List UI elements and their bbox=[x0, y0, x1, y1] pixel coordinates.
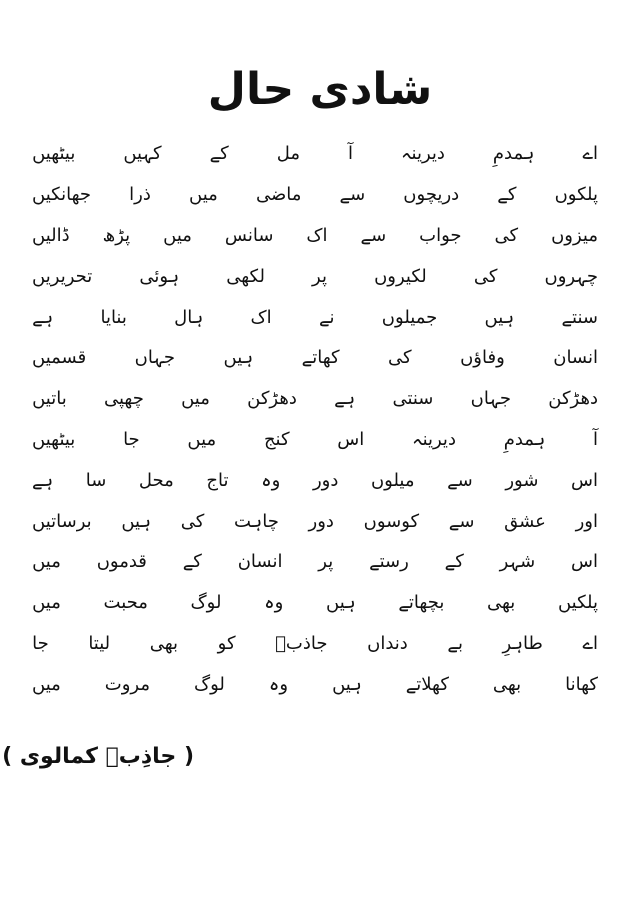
poem-word: مل bbox=[276, 143, 300, 165]
poem-word: اس bbox=[571, 469, 598, 491]
poem-line bbox=[32, 216, 598, 257]
poem-word: لیتا bbox=[88, 632, 111, 654]
poem-word: جا bbox=[123, 428, 140, 450]
poem-word: کی bbox=[180, 510, 205, 532]
poem-word: دھڑکن bbox=[548, 388, 598, 410]
poem-word: میں bbox=[189, 184, 218, 206]
poem-word: کھلاتے bbox=[405, 673, 449, 695]
poem-word: برساتیں bbox=[32, 510, 92, 532]
poem-word: کوسوں bbox=[363, 510, 420, 532]
poem-word: تحریریں bbox=[32, 265, 93, 287]
poem-word: کھانا bbox=[565, 673, 598, 695]
poem-word: کی bbox=[473, 265, 498, 287]
poem-word: لکیروں bbox=[374, 265, 427, 287]
poem-word: سنتے bbox=[561, 306, 598, 328]
poem-word: میں bbox=[181, 388, 210, 410]
poem-word: میں bbox=[187, 428, 217, 450]
poem-word: نے bbox=[318, 306, 335, 328]
poem-word: ڈالیں bbox=[32, 224, 70, 246]
poem-line bbox=[32, 297, 598, 338]
poem-word: انسان bbox=[237, 551, 283, 573]
poem-word: ہیں bbox=[484, 306, 515, 328]
poem-word: عشق bbox=[504, 510, 546, 532]
poem-line bbox=[32, 175, 598, 216]
poem-word: ہے bbox=[32, 306, 54, 328]
poem-word: ہیں bbox=[326, 592, 356, 614]
poem-word: جواب bbox=[419, 224, 462, 246]
poem-word: میں bbox=[163, 224, 192, 246]
poem-word: میں bbox=[32, 592, 61, 614]
poem-line bbox=[32, 420, 598, 461]
poem-word: بے bbox=[447, 632, 463, 654]
poem-word: ہال bbox=[174, 306, 204, 328]
poem-word: ہیں bbox=[223, 347, 254, 369]
poem-word: اک bbox=[250, 306, 272, 328]
poem-word: کی bbox=[494, 224, 519, 246]
poem-word: تاج bbox=[206, 469, 229, 491]
poem-word: دھڑکن bbox=[247, 388, 297, 410]
poem-word: پر bbox=[318, 551, 334, 573]
poem-word: چہروں bbox=[544, 265, 598, 287]
poem-word: کنج bbox=[263, 428, 290, 450]
poem-line bbox=[32, 624, 598, 665]
poem-word: بیٹھیں bbox=[32, 428, 76, 450]
poem-word: مروت bbox=[104, 673, 150, 695]
poem-word: سا bbox=[85, 469, 107, 491]
poem-word: جہاں bbox=[470, 388, 512, 410]
poem-word: کے bbox=[182, 551, 202, 573]
poem-word: کہیں bbox=[123, 143, 162, 165]
poem-word: شہر bbox=[499, 551, 536, 573]
poem-word: انسان bbox=[553, 347, 598, 369]
poem-word: ہمدمِ bbox=[492, 143, 535, 165]
poem-word: دور bbox=[308, 510, 334, 532]
poem-word: پر bbox=[312, 265, 327, 287]
poet-signature: ( جاذِبؔ کمالوی ) bbox=[2, 744, 194, 769]
poem-word: چاہت bbox=[234, 510, 279, 532]
poem-line bbox=[32, 256, 598, 297]
poem-word: پلکیں bbox=[557, 592, 598, 614]
poem-word: بیٹھیں bbox=[32, 143, 76, 165]
poem-word: کھاتے bbox=[301, 347, 340, 369]
poem-word: سنتی bbox=[392, 388, 434, 410]
poem-word: قسمیں bbox=[32, 347, 87, 369]
poem-word: کو bbox=[217, 632, 236, 654]
poem-line bbox=[32, 338, 598, 379]
poem-word: کے bbox=[444, 551, 464, 573]
poem-word: چھپی bbox=[103, 388, 144, 410]
poem-word: میلوں bbox=[370, 469, 415, 491]
poem-word: بھی bbox=[492, 673, 522, 695]
poem-word: ذرا bbox=[129, 184, 151, 206]
poem-word: آ bbox=[347, 143, 353, 165]
poem-body bbox=[32, 134, 598, 705]
poem-line bbox=[32, 379, 598, 420]
poem-title: شادی حال bbox=[207, 64, 433, 115]
poem-word: کے bbox=[209, 143, 229, 165]
poem-word: میں bbox=[32, 673, 61, 695]
poem-word: پلکوں bbox=[554, 184, 598, 206]
poem-word: اس bbox=[337, 428, 365, 450]
poem-line bbox=[32, 501, 598, 542]
poem-word: میزوں bbox=[551, 224, 598, 246]
poem-word: ہمدمِ bbox=[503, 428, 546, 450]
poem-word: آ bbox=[592, 428, 598, 450]
poem-line bbox=[32, 460, 598, 501]
poem-word: ہوئی bbox=[139, 265, 180, 287]
poem-word: ہے bbox=[32, 469, 54, 491]
poem-word: اے bbox=[582, 632, 598, 654]
poem-word: بنایا bbox=[100, 306, 127, 328]
poem-word: کے bbox=[497, 184, 517, 206]
poem-word: جا bbox=[32, 632, 49, 654]
poem-word: ہے bbox=[334, 388, 356, 410]
poem-word: وہ bbox=[264, 592, 284, 614]
poem-word: اس bbox=[571, 551, 598, 573]
poem-word: سانس bbox=[224, 224, 274, 246]
poem-word: بچھاتے bbox=[398, 592, 445, 614]
poem-word: وفاؤں bbox=[460, 347, 505, 369]
poem-line bbox=[32, 583, 598, 624]
poem-word: محل bbox=[138, 469, 174, 491]
poem-word: جاذبؔ bbox=[275, 632, 328, 654]
poem-word: جمیلوں bbox=[381, 306, 438, 328]
poem-word: وہ bbox=[268, 673, 289, 695]
poem-line bbox=[32, 664, 598, 705]
poem-word: دور bbox=[312, 469, 339, 491]
poem-word: محبت bbox=[103, 592, 148, 614]
poem-word: شور bbox=[505, 469, 539, 491]
poem-word: دنداں bbox=[367, 632, 408, 654]
poem-word: سے bbox=[448, 510, 475, 532]
poem-word: کی bbox=[388, 347, 412, 369]
poem-word: سے bbox=[339, 184, 366, 206]
poem-word: طاہرِ bbox=[502, 632, 543, 654]
poem-word: قدموں bbox=[96, 551, 147, 573]
poem-word: ماضی bbox=[255, 184, 302, 206]
poem-word: لوگ bbox=[193, 673, 225, 695]
poem-word: اور bbox=[575, 510, 598, 532]
poem-word: وہ bbox=[261, 469, 281, 491]
poem-word: اک bbox=[306, 224, 328, 246]
poem-word: سے bbox=[447, 469, 473, 491]
poem-word: دیرینہ bbox=[400, 143, 445, 165]
poem-word: باتیں bbox=[32, 388, 67, 410]
poem-word: میں bbox=[32, 551, 61, 573]
poem-line bbox=[32, 542, 598, 583]
poem-word: ہیں bbox=[332, 673, 362, 695]
poem-word: بھی bbox=[149, 632, 179, 654]
poem-word: رستے bbox=[369, 551, 409, 573]
poem-word: جہاں bbox=[134, 347, 176, 369]
poem-word: لکھی bbox=[226, 265, 265, 287]
poem-word: جھانکیں bbox=[32, 184, 92, 206]
poem-word: لوگ bbox=[190, 592, 222, 614]
poem-word: دیرینہ bbox=[412, 428, 456, 450]
poem-word: اے bbox=[582, 143, 598, 165]
poem-word: دریچوں bbox=[403, 184, 460, 206]
poem-word: سے bbox=[360, 224, 387, 246]
poem-line bbox=[32, 134, 598, 175]
poem-word: ہیں bbox=[121, 510, 152, 532]
poem-word: پڑھ bbox=[102, 224, 131, 246]
poem-word: بھی bbox=[486, 592, 516, 614]
